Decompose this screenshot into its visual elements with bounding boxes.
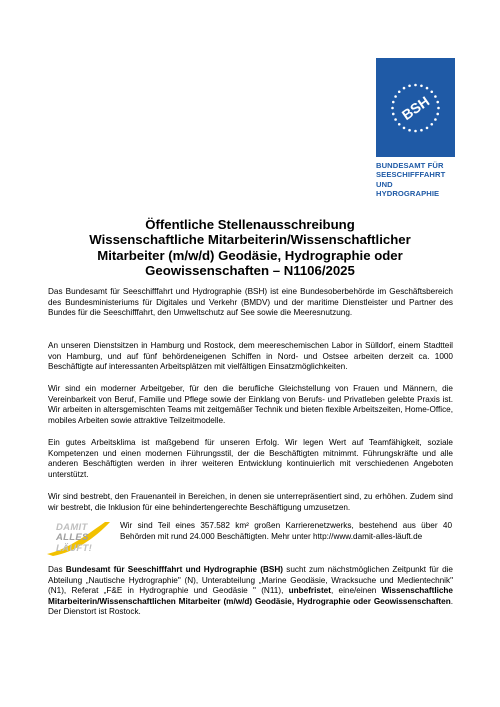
equality-paragraph: Wir sind bestrebt, den Frauenanteil in Bereichen, in denen sie unterrepräsentiert sind, zu erhöhen. Zudem sind wir bestrebt, die Inklusion für eine behindertengerechte Beschäftigung umzusetzen.: [48, 492, 453, 512]
star-dot: [414, 130, 417, 133]
badge-line-2: ALLES: [56, 532, 89, 544]
climate-paragraph: Ein gutes Arbeitsklima ist maßgebend für unseren Erfolg. Wir legen Wert auf Teamfähigkeit, soziale Kompetenzen und einen modernen Führungsstil, der die Beschäftigten mitnimmt. Führungskräfte und alle anderen Beschäftigten werden in ihrer weiteren Entwicklung kontinuierlich mit verschiedenen Angeboten unterstützt.: [48, 438, 453, 479]
star-dot: [434, 95, 437, 98]
star-dot: [392, 113, 395, 116]
star-dot: [391, 107, 394, 110]
page-title: [60, 217, 440, 279]
star-dot: [392, 101, 395, 104]
star-dot: [394, 95, 397, 98]
star-dot: [408, 129, 411, 132]
position-text-4: . Der Dienstort ist Rostock.: [48, 596, 453, 617]
logo-wordmark: [376, 161, 456, 199]
star-dot: [408, 84, 411, 87]
damit-alles-laeuft-logo: [47, 520, 111, 556]
position-title: Wissenschaftliche Mitarbeiterin/Wissenschaftlichen Mitarbeiter (m/w/d) Geodäsie, Hydrographie oder Geowissenschaften: [48, 586, 453, 606]
star-dot: [403, 127, 406, 130]
intro-paragraph: Das Bundesamt für Seeschifffahrt und Hydrographie (BSH) ist eine Bundesoberbehörde im Geschäftsbereich des Bundesministeriums für Digitales und Verkehr (BMDV) und der maritime Dienstleister und Partner des Bundes für die Seeschifffahrt, den Umweltschutz auf See sowie die Meeresnutzung.: [48, 287, 453, 318]
title-line-1: Öffentliche Stellenausschreibung: [145, 217, 355, 232]
logo-emblem: [376, 58, 455, 157]
employer-paragraph: Wir sind ein moderner Arbeitgeber, für den die berufliche Gleichstellung von Frauen und Männern, die Vereinbarkeit von Beruf, Familie und Pflege sowie der Einklang von Berufs- und Privatleben gelebte Praxis ist. Wir arbeiten in altersgemischten Teams mit zeitgemäßer Technik und bieten flexible Arbeitszeiten, Home-Office, mobiles Arbeiten sowie attraktive Teilzeitmodelle.: [48, 384, 453, 425]
network-paragraph: Wir sind Teil eines 357.582 km² großen Karrierenetzwerks, bestehend aus über 40 Behörden mit rund 24.000 Beschäftigten. Mehr unter http://www.damit-alles-läuft.de: [120, 521, 452, 541]
star-dot: [426, 127, 429, 130]
title-line-2: Wissenschaftliche Mitarbeiterin/Wissenschaftlicher: [89, 232, 411, 248]
position-text-1: Das: [48, 565, 66, 574]
star-dot: [426, 87, 429, 90]
star-dot: [430, 90, 433, 93]
logo-line-1: BUNDESAMT FÜR: [376, 161, 444, 170]
position-text-3: , eine/einen: [330, 586, 382, 596]
star-dot: [434, 118, 437, 121]
locations-paragraph: An unseren Dienstsitzen in Hamburg und Rostock, dem meereschemischen Labor in Sülldorf, einem Stadtteil von Hamburg, und auf fünf behördeneigenen Schiffen in Nord- und Ostsee arbeiten derzeit ca. 1000 Beschäftigte auf interessanten Arbeitsplätzen mit vielfältigen Einsatzmöglichkeiten.: [48, 341, 453, 372]
star-dot: [436, 113, 439, 116]
logo-line-4: HYDROGRAPHIE: [376, 189, 440, 199]
title-line-3: Mitarbeiter (m/w/d) Geodäsie, Hydrographie oder: [97, 247, 403, 263]
star-dot: [420, 129, 423, 132]
logo-line-2: SEESCHIFFFAHRT: [376, 170, 446, 180]
star-dot: [414, 84, 417, 87]
star-dot: [430, 123, 433, 126]
badge-line-1: DAMIT: [56, 522, 88, 533]
star-dot: [437, 107, 440, 110]
star-dot: [420, 84, 423, 87]
star-dot: [436, 101, 439, 104]
star-dot: [398, 90, 401, 93]
title-line-4: Geowissenschaften – N1106/2025: [145, 263, 355, 279]
position-agency: Bundesamt für Seeschifffahrt und Hydrographie (BSH): [65, 565, 283, 574]
logo-abbr: BSH: [398, 92, 433, 124]
bsh-logo: [376, 58, 456, 208]
star-dot: [398, 123, 401, 126]
position-text-2: sucht zum nächstmöglichen Zeitpunkt für die Abteilung „Nautische Hydrographie" (N), Unterabteilung „Marine Geodäsie, Wracksuche und Medientechnik" (N1), Referat „F&E in Hydrographie und Geodäsie " (N11),: [48, 565, 453, 596]
position-paragraph: [48, 565, 453, 618]
star-dot: [403, 87, 406, 90]
position-term: unbefristet: [288, 586, 331, 596]
badge-line-3: LÄUFT!: [56, 542, 93, 554]
star-dot: [394, 118, 397, 121]
star-circle-icon: [376, 58, 455, 157]
badge-text: [56, 523, 92, 554]
logo-line-3: UND: [376, 179, 393, 189]
